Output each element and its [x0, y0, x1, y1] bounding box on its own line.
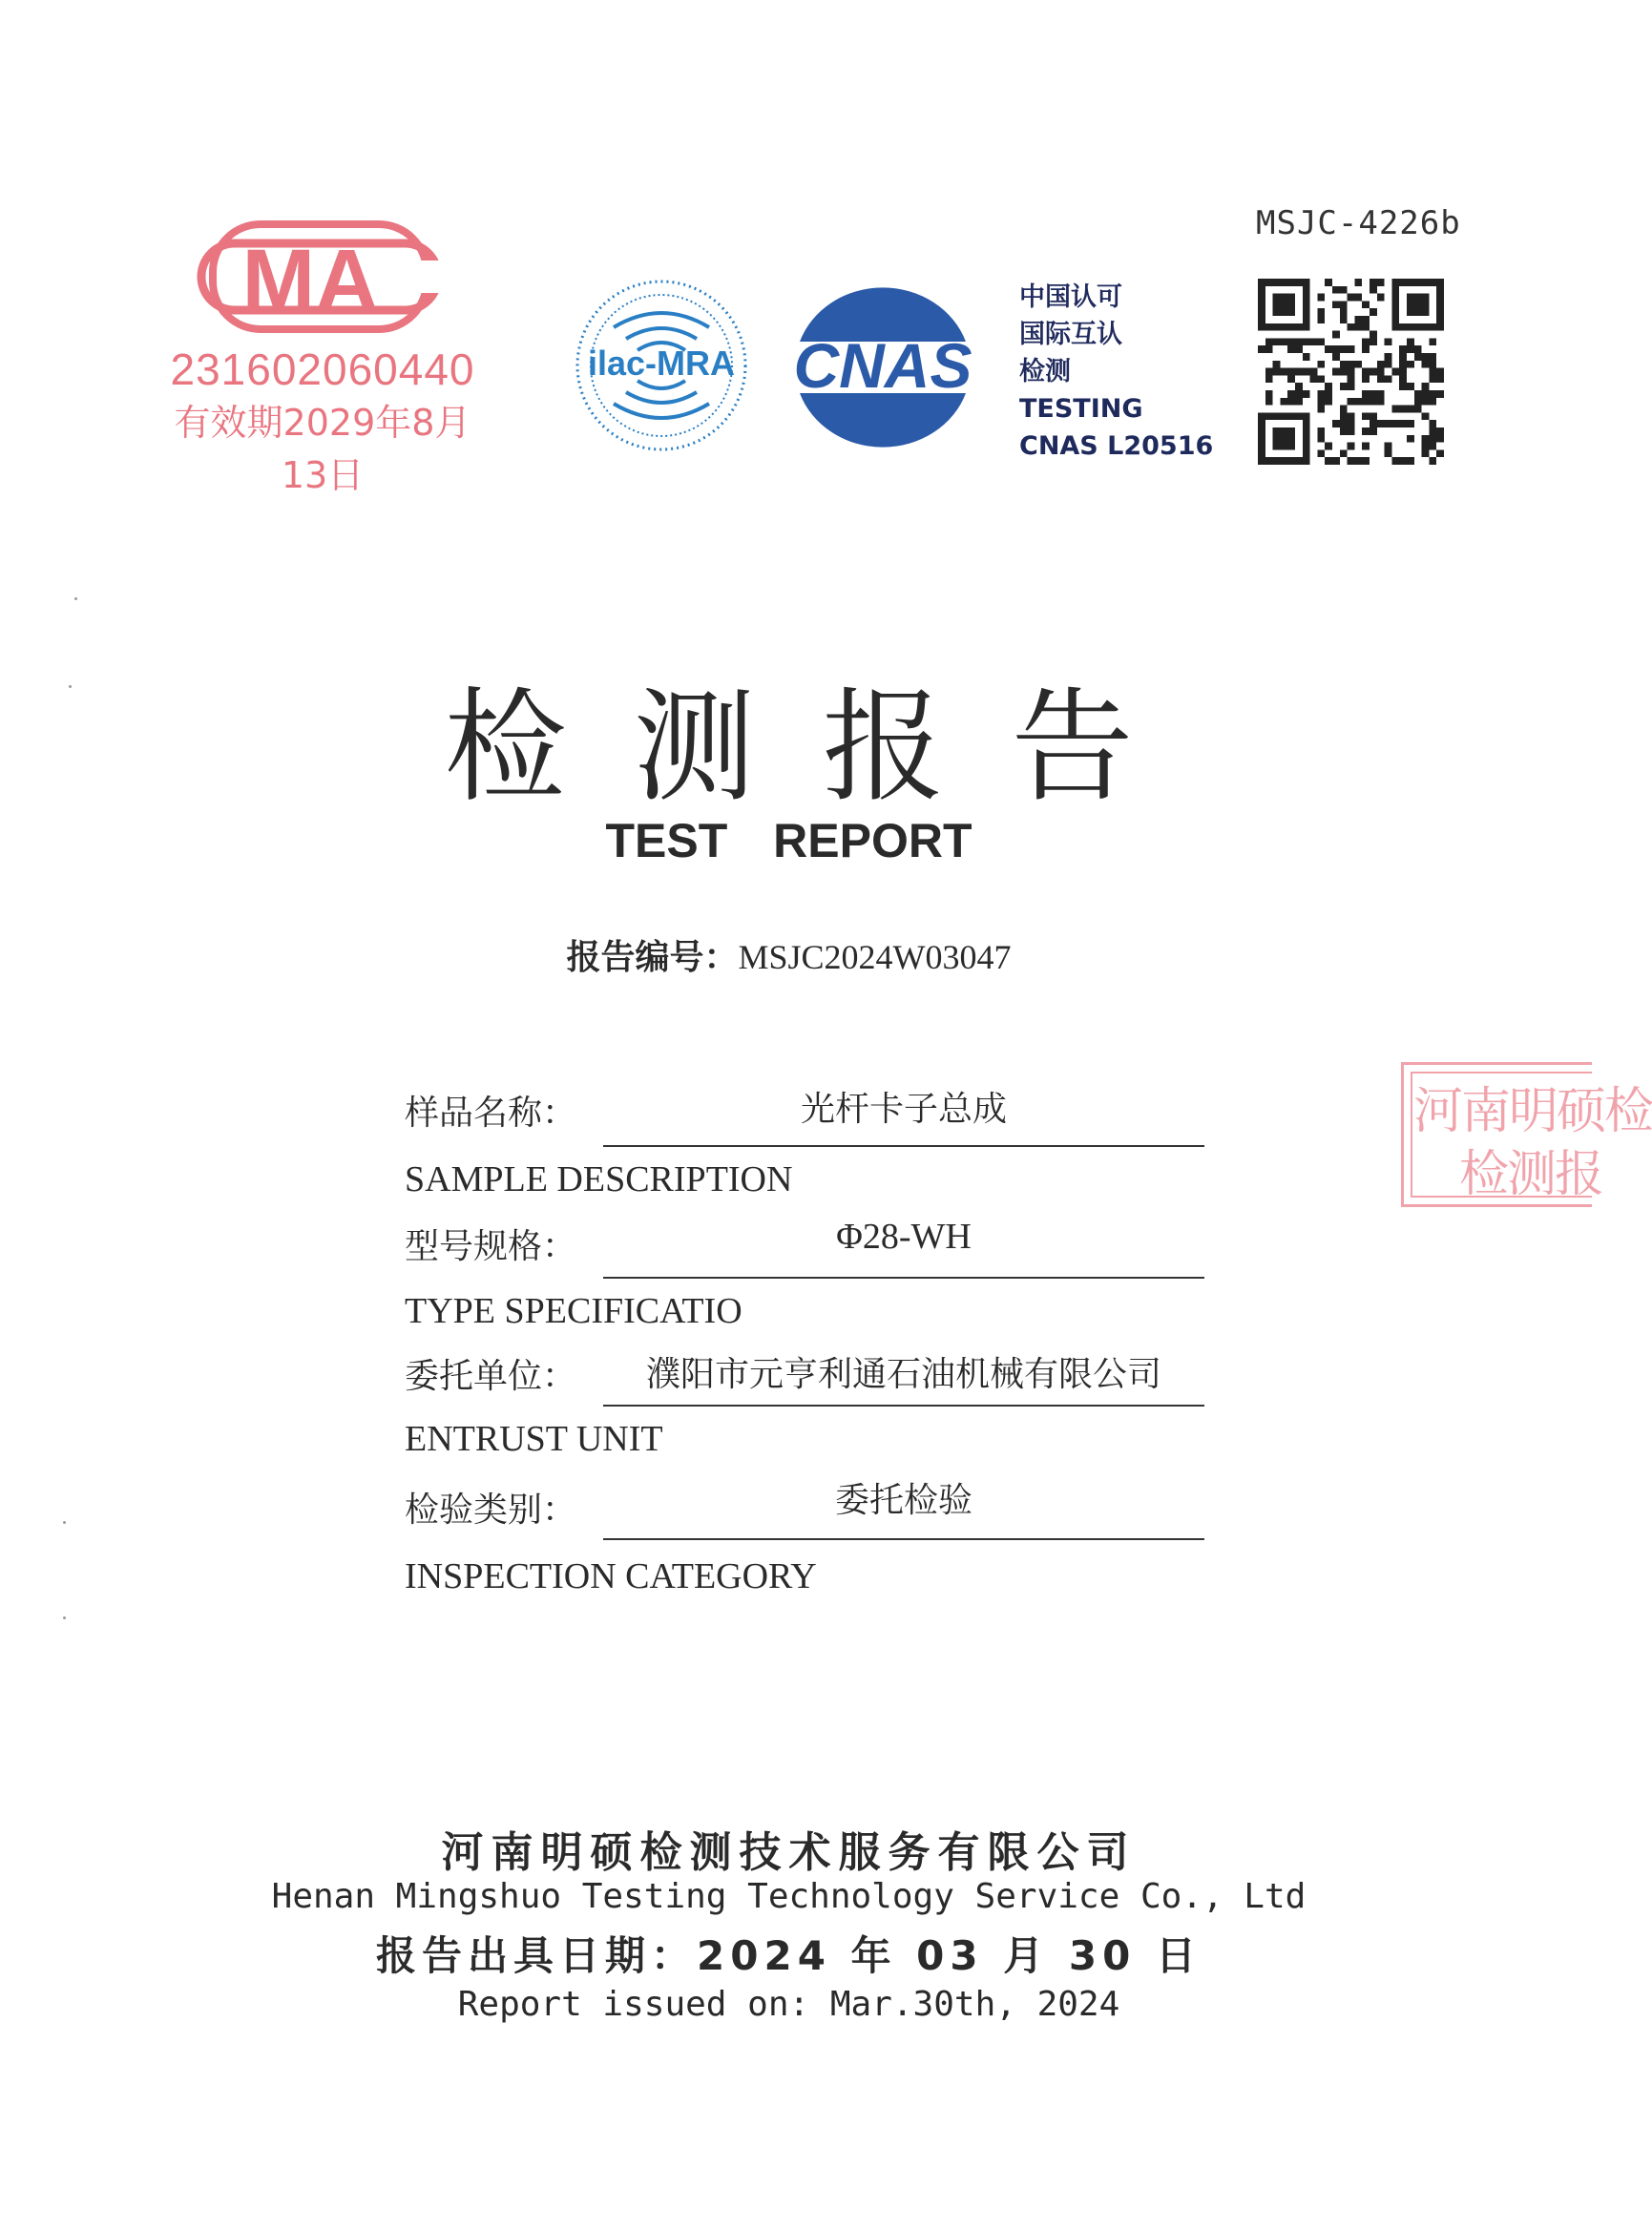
type-spec-label-en: TYPE SPECIFICATIO [405, 1291, 742, 1331]
cma-number: 231602060440 [170, 344, 475, 394]
issue-date-en: Report issued on: Mar.30th, 2024 [457, 1985, 1120, 2024]
report-number-label: 报告编号： [566, 938, 739, 977]
company-name-en: Henan Mingshuo Testing Technology Service Co., Ltd [271, 1877, 1307, 1916]
ilac-mra-logo [571, 270, 752, 461]
qr-code-icon [1258, 279, 1444, 465]
sample-name-label: 样品名称： [405, 1094, 577, 1133]
cnas-line: 国际互认 [1019, 320, 1122, 349]
cnas-line: 检测 [1019, 357, 1071, 386]
inspection-category-value: 委托检验 [834, 1481, 972, 1520]
inspection-category-label-en: INSPECTION CATEGORY [405, 1556, 817, 1596]
cma-validity: 有效期2029年8月13日 [174, 402, 471, 496]
cma-logo-text: MA [241, 232, 379, 329]
cnas-line: CNAS L20516 [1019, 431, 1214, 461]
cma-logo [196, 215, 444, 339]
cnas-logo [783, 282, 983, 452]
entrust-unit-label: 委托单位： [405, 1357, 577, 1396]
cnas-line: 中国认可 [1019, 282, 1122, 312]
side-seal-stamp-line2: 检测报 [1459, 1146, 1603, 1203]
entrust-unit-label-en: ENTRUST UNIT [405, 1419, 663, 1459]
inspection-category-label: 检验类别： [405, 1491, 577, 1530]
type-spec-label: 型号规格： [405, 1227, 577, 1266]
report-number [0, 930, 1578, 979]
scan-speck [74, 597, 77, 600]
cnas-logo-text: CNAS [793, 330, 972, 401]
sample-name-value: 光杆卡子总成 [800, 1090, 1007, 1129]
type-spec-value: Φ28-WH [836, 1217, 972, 1257]
side-seal-stamp [1401, 1062, 1652, 1207]
type-spec-underline [603, 1277, 1204, 1279]
document-code: MSJC-4226b [1256, 204, 1461, 242]
sample-name-label-en: SAMPLE DESCRIPTION [405, 1159, 793, 1199]
entrust-unit-underline [603, 1405, 1204, 1407]
scan-speck [69, 685, 72, 688]
side-seal-stamp-line1: 河南明硕检 [1413, 1083, 1652, 1140]
scan-speck [63, 1521, 66, 1524]
ilac-logo-text: ilac-MRA [587, 344, 736, 383]
report-number-value: MSJC2024W03047 [738, 938, 1012, 976]
report-title-cn: 检测报告 [444, 677, 1201, 819]
sample-name-underline [603, 1145, 1204, 1147]
company-name-cn: 河南明硕检测技术服务有限公司 [441, 1828, 1137, 1877]
report-title-en: TEST REPORT [605, 814, 972, 867]
entrust-unit-value: 濮阳市元亨利通石油机械有限公司 [645, 1355, 1161, 1394]
cnas-line: TESTING [1019, 394, 1143, 424]
inspection-category-underline [603, 1538, 1204, 1540]
scan-speck [63, 1616, 66, 1619]
cnas-accreditation-text [1019, 279, 1213, 465]
issue-date-cn: 报告出具日期：2024 年 03 月 30 日 [376, 1932, 1202, 1979]
